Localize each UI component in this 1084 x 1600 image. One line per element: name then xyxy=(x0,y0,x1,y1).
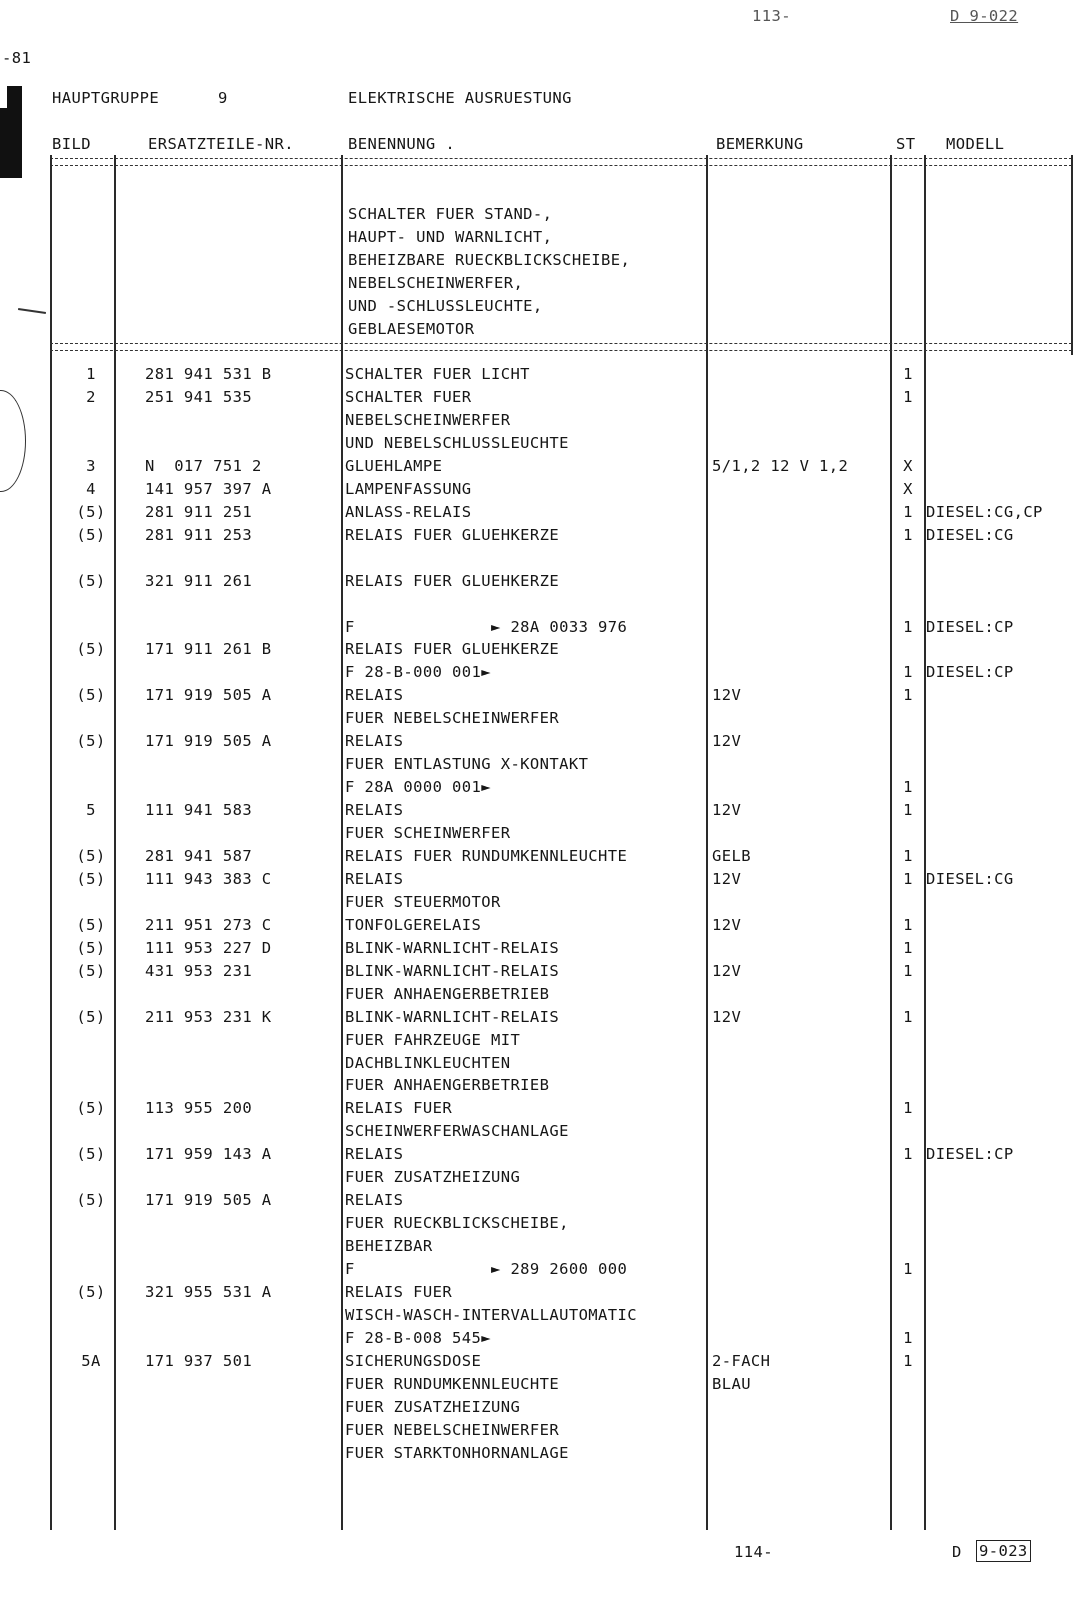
section-title-line: GEBLAESEMOTOR xyxy=(348,320,475,338)
top-page-number: 113- xyxy=(752,7,791,25)
top-page-code: D 9-022 xyxy=(950,7,1019,25)
table-row xyxy=(0,595,1084,617)
table-row xyxy=(0,640,1084,662)
row-bild: 3 xyxy=(86,456,96,475)
table-row xyxy=(0,663,1084,685)
row-benennung: TONFOLGERELAIS xyxy=(345,915,482,934)
row-part-number: 251 941 535 xyxy=(145,387,253,406)
row-stueckzahl: 1 xyxy=(903,1260,913,1278)
table-row xyxy=(0,434,1084,456)
row-bild: (5) xyxy=(76,525,106,544)
section-title-line: BEHEIZBARE RUECKBLICKSCHEIBE, xyxy=(348,251,631,269)
row-benennung: FUER FAHRZEUGE MIT xyxy=(345,1030,521,1049)
table-row xyxy=(0,365,1084,387)
row-bild: (5) xyxy=(76,1099,106,1118)
row-bild: 5 xyxy=(86,801,96,819)
row-benennung: NEBELSCHEINWERFER xyxy=(345,410,511,429)
row-benennung: F 28-B-000 001► xyxy=(345,663,491,682)
row-benennung: BLINK-WARNLICHT-RELAIS xyxy=(345,961,560,980)
row-modell: DIESEL:CG xyxy=(926,525,1014,544)
table-row xyxy=(0,1421,1084,1443)
table-row xyxy=(0,503,1084,525)
section-title-line: HAUPT- UND WARNLICHT, xyxy=(348,228,553,246)
row-stueckzahl: 1 xyxy=(903,502,913,521)
row-bemerkung: 5/1,2 12 V 1,2 xyxy=(712,456,849,475)
row-benennung: RELAIS xyxy=(345,801,404,819)
row-stueckzahl: X xyxy=(903,456,913,475)
row-benennung: BLINK-WARNLICHT-RELAIS xyxy=(345,1007,560,1026)
row-benennung: BEHEIZBAR xyxy=(345,1237,433,1256)
row-bemerkung: 12V xyxy=(712,732,742,751)
row-part-number: 141 957 397 A xyxy=(145,479,272,498)
row-bild: (5) xyxy=(76,1145,106,1164)
row-stueckzahl: 1 xyxy=(903,1351,913,1370)
table-row xyxy=(0,1168,1084,1190)
row-benennung: FUER ENTLASTUNG X-KONTAKT xyxy=(345,755,589,774)
row-benennung: F ► 289 2600 000 xyxy=(345,1260,628,1278)
table-row xyxy=(0,1008,1084,1030)
table-row xyxy=(0,1214,1084,1236)
table-row xyxy=(0,1054,1084,1076)
table-row xyxy=(0,1444,1084,1466)
row-benennung: F ► 28A 0033 976 xyxy=(345,617,628,636)
table-row xyxy=(0,893,1084,915)
margin-scratch xyxy=(18,308,46,314)
row-benennung: FUER STARKTONHORNANLAGE xyxy=(345,1443,569,1462)
row-bild: 2 xyxy=(86,387,96,406)
row-part-number: 171 937 501 xyxy=(145,1351,253,1370)
table-row xyxy=(0,1352,1084,1374)
table-row xyxy=(0,480,1084,502)
row-part-number: 111 953 227 D xyxy=(145,938,272,957)
row-stueckzahl: 1 xyxy=(903,847,913,865)
row-benennung: LAMPENFASSUNG xyxy=(345,479,472,498)
row-part-number: 111 941 583 xyxy=(145,801,253,819)
row-bemerkung: 12V xyxy=(712,961,742,980)
row-benennung: FUER ANHAENGERBETRIEB xyxy=(345,1076,550,1095)
row-bemerkung: 2-FACH xyxy=(712,1351,771,1370)
table-row xyxy=(0,916,1084,938)
row-benennung: RELAIS xyxy=(345,1145,404,1164)
row-part-number: 211 951 273 C xyxy=(145,915,272,934)
row-benennung: FUER RUECKBLICKSCHEIBE, xyxy=(345,1214,569,1233)
row-bild: (5) xyxy=(76,938,106,957)
row-bild: (5) xyxy=(76,502,106,521)
row-bild: (5) xyxy=(76,847,106,865)
row-part-number: 281 911 251 xyxy=(145,502,253,521)
table-row xyxy=(0,1122,1084,1144)
footer-code-box: 9-023 xyxy=(976,1540,1031,1562)
row-bild: (5) xyxy=(76,869,106,888)
row-bild: (5) xyxy=(76,915,106,934)
row-benennung: RELAIS FUER GLUEHKERZE xyxy=(345,525,560,544)
row-benennung: RELAIS FUER xyxy=(345,1099,453,1118)
row-benennung: F 28-B-008 545► xyxy=(345,1328,491,1347)
row-part-number: 171 919 505 A xyxy=(145,1191,272,1210)
row-bild: 5A xyxy=(81,1351,101,1370)
year-mark: -81 xyxy=(2,49,32,67)
row-benennung: RELAIS xyxy=(345,1191,404,1210)
row-benennung: F 28A 0000 001► xyxy=(345,778,491,797)
section-title-line: NEBELSCHEINWERFER, xyxy=(348,274,524,292)
row-stueckzahl: 1 xyxy=(903,961,913,980)
row-bild: (5) xyxy=(76,686,106,705)
table-row xyxy=(0,1099,1084,1121)
row-benennung: SCHALTER FUER xyxy=(345,387,472,406)
row-benennung: FUER SCHEINWERFER xyxy=(345,824,511,842)
row-stueckzahl: 1 xyxy=(903,1328,913,1347)
row-benennung: FUER STEUERMOTOR xyxy=(345,892,501,911)
row-modell: DIESEL:CG,CP xyxy=(926,502,1043,521)
row-bild: (5) xyxy=(76,1007,106,1026)
row-bemerkung: 12V xyxy=(712,801,742,819)
table-row xyxy=(0,870,1084,892)
table-row xyxy=(0,985,1084,1007)
table-row xyxy=(0,457,1084,479)
row-part-number: 321 911 261 xyxy=(145,571,253,590)
row-benennung: WISCH-WASCH-INTERVALLAUTOMATIC xyxy=(345,1305,637,1324)
table-row xyxy=(0,1329,1084,1351)
row-part-number: 431 953 231 xyxy=(145,961,253,980)
row-benennung: FUER RUNDUMKENNLEUCHTE xyxy=(345,1374,560,1393)
row-stueckzahl: 1 xyxy=(903,1007,913,1026)
table-row xyxy=(0,1283,1084,1305)
row-modell: DIESEL:CP xyxy=(926,1145,1014,1164)
table-row xyxy=(0,778,1084,800)
row-bild: 4 xyxy=(86,479,96,498)
row-stueckzahl: 1 xyxy=(903,663,913,682)
row-part-number: 281 941 587 xyxy=(145,847,253,865)
table-row xyxy=(0,755,1084,777)
table-row xyxy=(0,1031,1084,1053)
row-part-number: 113 955 200 xyxy=(145,1099,253,1118)
table-row xyxy=(0,1076,1084,1098)
table-row xyxy=(0,709,1084,731)
row-benennung: SICHERUNGSDOSE xyxy=(345,1351,482,1370)
table-row xyxy=(0,847,1084,869)
row-stueckzahl: 1 xyxy=(903,387,913,406)
row-stueckzahl: 1 xyxy=(903,778,913,797)
row-benennung: RELAIS FUER GLUEHKERZE xyxy=(345,571,560,590)
row-stueckzahl: 1 xyxy=(903,938,913,957)
row-stueckzahl: 1 xyxy=(903,801,913,819)
table-row xyxy=(0,1398,1084,1420)
table-row xyxy=(0,1306,1084,1328)
row-benennung: RELAIS xyxy=(345,686,404,705)
row-modell: DIESEL:CG xyxy=(926,869,1014,888)
row-part-number: 281 941 531 B xyxy=(145,365,272,383)
row-benennung: BLINK-WARNLICHT-RELAIS xyxy=(345,938,560,957)
column-header-benennung: BENENNUNG . xyxy=(348,135,456,153)
row-part-number: 281 911 253 xyxy=(145,525,253,544)
table-row xyxy=(0,618,1084,640)
row-benennung: RELAIS xyxy=(345,732,404,751)
row-part-number: 111 943 383 C xyxy=(145,869,272,888)
row-bemerkung: 12V xyxy=(712,686,742,705)
footer-code-prefix: D xyxy=(952,1543,962,1561)
table-row xyxy=(0,1145,1084,1167)
row-bild: (5) xyxy=(76,1191,106,1210)
section-title-line: SCHALTER FUER STAND-, xyxy=(348,205,553,223)
row-stueckzahl: 1 xyxy=(903,869,913,888)
row-stueckzahl: 1 xyxy=(903,365,913,383)
column-header-st: ST xyxy=(896,135,916,153)
table-row xyxy=(0,824,1084,846)
table-row xyxy=(0,411,1084,433)
row-benennung: RELAIS FUER GLUEHKERZE xyxy=(345,640,560,659)
table-row xyxy=(0,1191,1084,1213)
row-stueckzahl: 1 xyxy=(903,1145,913,1164)
row-stueckzahl: 1 xyxy=(903,617,913,636)
row-bemerkung: GELB xyxy=(712,847,751,865)
row-part-number: 171 919 505 A xyxy=(145,686,272,705)
row-bild: (5) xyxy=(76,961,106,980)
table-row xyxy=(0,1375,1084,1397)
table-row xyxy=(0,526,1084,548)
section-double-rule xyxy=(50,343,1072,351)
column-header-modell: MODELL xyxy=(946,135,1005,153)
row-stueckzahl: 1 xyxy=(903,525,913,544)
row-stueckzahl: 1 xyxy=(903,1099,913,1118)
header-double-rule xyxy=(50,158,1072,166)
row-benennung: GLUEHLAMPE xyxy=(345,456,443,475)
row-bild: (5) xyxy=(76,640,106,659)
row-part-number: 171 959 143 A xyxy=(145,1145,272,1164)
row-part-number: 171 919 505 A xyxy=(145,732,272,751)
column-header-bemerkung: BEMERKUNG xyxy=(716,135,804,153)
table-row xyxy=(0,1260,1084,1282)
row-benennung: FUER ZUSATZHEIZUNG xyxy=(345,1397,521,1416)
row-bild: 1 xyxy=(86,365,96,383)
row-benennung: RELAIS FUER xyxy=(345,1283,453,1301)
table-row xyxy=(0,549,1084,571)
row-stueckzahl: 1 xyxy=(903,915,913,934)
table-row xyxy=(0,939,1084,961)
row-benennung: FUER ANHAENGERBETRIEB xyxy=(345,984,550,1003)
table-row xyxy=(0,1237,1084,1259)
row-stueckzahl: X xyxy=(903,479,913,498)
row-part-number: 321 955 531 A xyxy=(145,1283,272,1301)
row-benennung: DACHBLINKLEUCHTEN xyxy=(345,1053,511,1072)
row-benennung: RELAIS xyxy=(345,869,404,888)
row-part-number: 211 953 231 K xyxy=(145,1007,272,1026)
row-bild: (5) xyxy=(76,571,106,590)
row-benennung: SCHALTER FUER LICHT xyxy=(345,365,530,383)
table-row xyxy=(0,732,1084,754)
group-number: 9 xyxy=(218,89,228,107)
row-benennung: SCHEINWERFERWASCHANLAGE xyxy=(345,1122,569,1141)
margin-binding-mark xyxy=(0,108,22,178)
table-row xyxy=(0,388,1084,410)
row-benennung: RELAIS FUER RUNDUMKENNLEUCHTE xyxy=(345,847,628,865)
row-bemerkung: 12V xyxy=(712,1007,742,1026)
row-part-number: N 017 751 2 xyxy=(145,456,262,475)
table-row xyxy=(0,572,1084,594)
table-row xyxy=(0,686,1084,708)
row-benennung: UND NEBELSCHLUSSLEUCHTE xyxy=(345,433,569,452)
column-header-ersatzteile-nr: ERSATZTEILE-NR. xyxy=(148,135,294,153)
row-stueckzahl: 1 xyxy=(903,686,913,705)
column-divider xyxy=(1071,155,1073,355)
column-header-bild: BILD xyxy=(52,135,91,153)
row-bemerkung: 12V xyxy=(712,915,742,934)
footer-page-number: 114- xyxy=(734,1543,773,1561)
row-modell: DIESEL:CP xyxy=(926,617,1014,636)
row-benennung: FUER NEBELSCHEINWERFER xyxy=(345,709,560,728)
row-benennung: FUER ZUSATZHEIZUNG xyxy=(345,1168,521,1187)
row-part-number: 171 911 261 B xyxy=(145,640,272,659)
row-benennung: FUER NEBELSCHEINWERFER xyxy=(345,1420,560,1439)
table-row xyxy=(0,801,1084,823)
row-bild: (5) xyxy=(76,732,106,751)
row-bemerkung: BLAU xyxy=(712,1374,751,1393)
row-bild: (5) xyxy=(76,1283,106,1301)
table-row xyxy=(0,962,1084,984)
group-label: HAUPTGRUPPE xyxy=(52,89,160,107)
row-modell: DIESEL:CP xyxy=(926,663,1014,682)
row-bemerkung: 12V xyxy=(712,869,742,888)
row-benennung: ANLASS-RELAIS xyxy=(345,502,472,521)
group-title: ELEKTRISCHE AUSRUESTUNG xyxy=(348,89,572,107)
section-title-line: UND -SCHLUSSLEUCHTE, xyxy=(348,297,543,315)
